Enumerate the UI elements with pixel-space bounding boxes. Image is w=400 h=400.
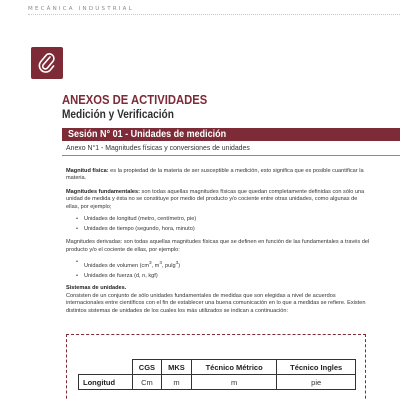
list-item: • Unidades de fuerza (d, n, kgf) <box>76 273 370 280</box>
derivadas-list <box>76 259 370 280</box>
table-cell: m <box>162 375 192 390</box>
paragraph-sistemas: Consisten de un conjunto de sólo unidades fundamentales de medidas que son elegidas a nivel de acuerdos internacionales entre científicos con el fin de establecer una buena comunicación en lo que a medidas se refiere. Existen distintos sistemas de unidades de los cuales los más utilizados se indican a continuación: <box>66 292 366 314</box>
list-item: • Unidades de longitud (metro, centímetro, pie) <box>76 216 370 223</box>
table-header-row <box>79 360 356 375</box>
section-subtitle: Medición y Verificación <box>62 109 174 121</box>
paperclip-icon <box>38 52 56 74</box>
list-item: • Unidades de tiempo (segundo, hora, minuto) <box>76 226 370 233</box>
paragraph-derivadas: Magnitudes derivadas: son todas aquellas magnitudes físicas que se definen en función de las fundamentales a través del producto y/o el cociente de ellas, por ejemplo: <box>66 239 370 253</box>
superscript: 3 <box>148 260 152 266</box>
table-row <box>79 375 356 390</box>
term-magnitud-fisica: Magnitud física: <box>66 168 109 174</box>
table-header-blank <box>79 360 133 375</box>
sistemas-title: Sistemas de unidades. <box>66 285 127 292</box>
table-cell: m <box>191 375 276 390</box>
item-text: Unidades de volumen (cm <box>84 263 149 270</box>
section-title: ANEXOS DE ACTIVIDADES <box>62 93 208 107</box>
table-header-mks: MKS <box>162 360 192 375</box>
logo-badge <box>31 47 63 79</box>
session-bar <box>62 128 400 141</box>
header-strip: MECÁNICA INDUSTRIAL <box>28 6 134 12</box>
superscript: 3 <box>159 260 162 266</box>
table-row-header: Longitud <box>79 375 133 390</box>
term-fundamentales: Magnitudes fundamentales: <box>66 188 140 195</box>
annex-divider <box>62 155 400 156</box>
list-item <box>76 259 370 270</box>
paragraph-magnitud-fisica <box>66 168 370 183</box>
header-divider <box>28 14 400 15</box>
table-cell: Cm <box>132 375 161 390</box>
paragraph-fundamentales <box>66 189 370 211</box>
item-text: , m <box>151 263 160 270</box>
table-cell: pie <box>277 375 356 390</box>
table-header-cgs: CGS <box>132 360 161 375</box>
table-header-tecnico-metrico: Técnico Métrico <box>191 360 276 375</box>
session-title: Sesión N° 01 - Unidades de medición <box>68 129 227 140</box>
item-text: , pulg <box>161 263 176 270</box>
text-magnitud-fisica: es la propiedad de la materia de ser susceptible a medición, esto significa que es posible cuantificar la materia. <box>66 168 364 182</box>
item-text: ) <box>178 263 181 270</box>
table-frame <box>66 334 366 400</box>
text-fundamentales: son todas aquellas magnitudes físicas que quedan completamente definidas con sólo una unidad de medida y ésta no se constituye por medio del producto y/o cociente entre otras unidades, como algunas de ellas, por ejemplo; <box>66 188 365 210</box>
fundamentales-list <box>76 216 370 233</box>
annex-title: Anexo N°1 - Magnitudes físicas y conversiones de unidades <box>66 143 250 152</box>
superscript: 3 <box>175 260 179 266</box>
units-table <box>78 359 356 390</box>
table-header-tecnico-ingles: Técnico Ingles <box>277 360 356 375</box>
body-content <box>66 168 370 321</box>
